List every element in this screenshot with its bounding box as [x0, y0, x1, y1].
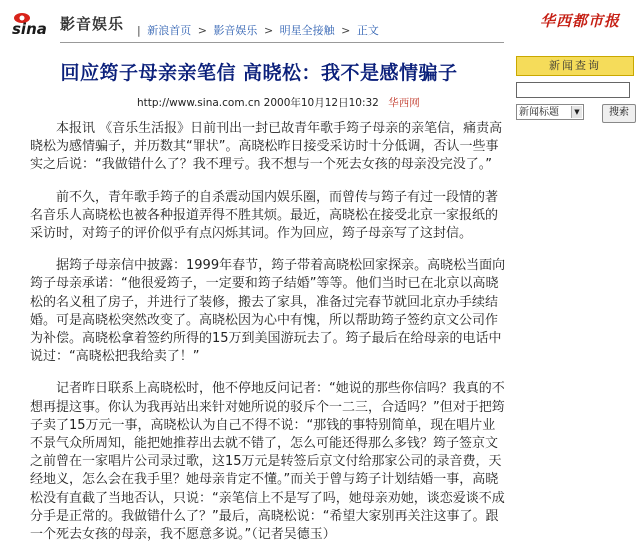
breadcrumb-arrow: >	[263, 24, 274, 37]
article-body	[30, 120, 506, 544]
page-header	[0, 0, 640, 52]
article-title: 回应筠子母亲亲笔信 高晓松：我不是感情骗子	[60, 62, 458, 84]
logo-text: sina	[12, 20, 47, 36]
breadcrumb-section-link[interactable]: 明星全接触	[279, 24, 335, 37]
search-button[interactable]: 搜索	[602, 104, 636, 123]
news-search-heading: 新闻查询	[516, 56, 634, 76]
breadcrumb-channel-link[interactable]: 影音娱乐	[213, 24, 258, 37]
article-meta	[137, 95, 420, 110]
breadcrumb-arrow: >	[341, 24, 351, 37]
header-divider	[60, 42, 504, 43]
news-search-controls	[516, 104, 634, 122]
breadcrumb	[134, 22, 379, 38]
search-field-select-value: 新闻标题	[519, 107, 559, 118]
article-paragraph: 前不久，青年歌手筠子的自杀震动国内娱乐圈，而曾传与筠子有过一段情的著名音乐人高晓松也被各种报道弄得不胜其烦。最近，高晓松在接受北京一家报纸的采访时，对筠子的评价似乎有点闪烁其词。作为回应，筠子母亲写了这封信。	[30, 189, 499, 242]
article-date: 2000年10月12日10:32	[263, 97, 379, 109]
newspaper-logo[interactable]: 华西都市报	[540, 12, 621, 30]
breadcrumb-home-link[interactable]: 新浪首页	[147, 24, 192, 37]
breadcrumb-current[interactable]: 正文	[356, 24, 379, 37]
breadcrumb-arrow: >	[197, 24, 207, 37]
channel-name: 影音娱乐	[60, 15, 125, 33]
news-search-panel	[516, 56, 634, 122]
article-paragraph: 记者昨日联系上高晓松时，他不停地反问记者：“她说的那些你信吗？我真的不想再提这事。你认为我再站出来针对她所说的驳斥个一二三，合适吗？”但对于把筠子卖了15万元一事，高晓松认为自己不得不说：“那钱的事特别简单，现在唱片业不景气众所周知，能把她推荐出去就不错了，怎么可能还得那么多钱？筠子签京文之前曾在一家唱片公司录过歌，这15万元是转签后京文付给那家公司的录音费，天经地义，怎么会在我手里？她母亲肯定不懂。”而关于曾与筠子计划结婚一事，高晓松没有直截了当地否认，只说：“亲笔信上不是写了吗，她母亲劝她，谈恋爱谈不成分手是正常的。我做错什么了？”最后，高晓松说：“希望大家别再关注这事了。跟一个死去女孩的母亲，我不愿意多说。”（记者吴德玉）	[30, 381, 505, 543]
chevron-down-icon: ▼	[571, 106, 582, 118]
search-field-select[interactable]	[516, 104, 584, 120]
sina-eye-icon	[12, 10, 52, 36]
article-paragraph: 本报讯 《音乐生活报》日前刊出一封已故青年歌手筠子母亲的亲笔信，痛责高晓松为感情骗子，并历数其“罪状”。高晓松昨日接受采访时十分低调，否认一些事实之后说：“我做错什么了？我不理亏。我不想与一个死去女孩的母亲没完没了。”	[30, 121, 503, 173]
article-paragraph: 据筠子母亲信中披露：1999年春节，筠子带着高晓松回家探亲。高晓松当面向筠子母亲承诺：“他很爱筠子，一定要和筠子结婚”等等。他们当时已在北京以高晓松的名义租了房子，并进行了装修，搬去了家具，准备过完春节就回北京办手续结婚。可是高晓松突然改变了。高晓松因为心中有愧，所以帮助筠子签约京文公司作为补偿。高晓松拿着签约所得的15万到美国游玩去了。筠子最后在给母亲的电话中说过：“高晓松把我给卖了！”	[30, 258, 506, 365]
article-source[interactable]: 华西网	[388, 97, 420, 109]
news-search-input[interactable]	[516, 82, 630, 98]
sina-logo[interactable]	[12, 10, 52, 36]
article-url: http://www.sina.com.cn	[137, 97, 261, 109]
breadcrumb-separator: |	[137, 24, 141, 37]
